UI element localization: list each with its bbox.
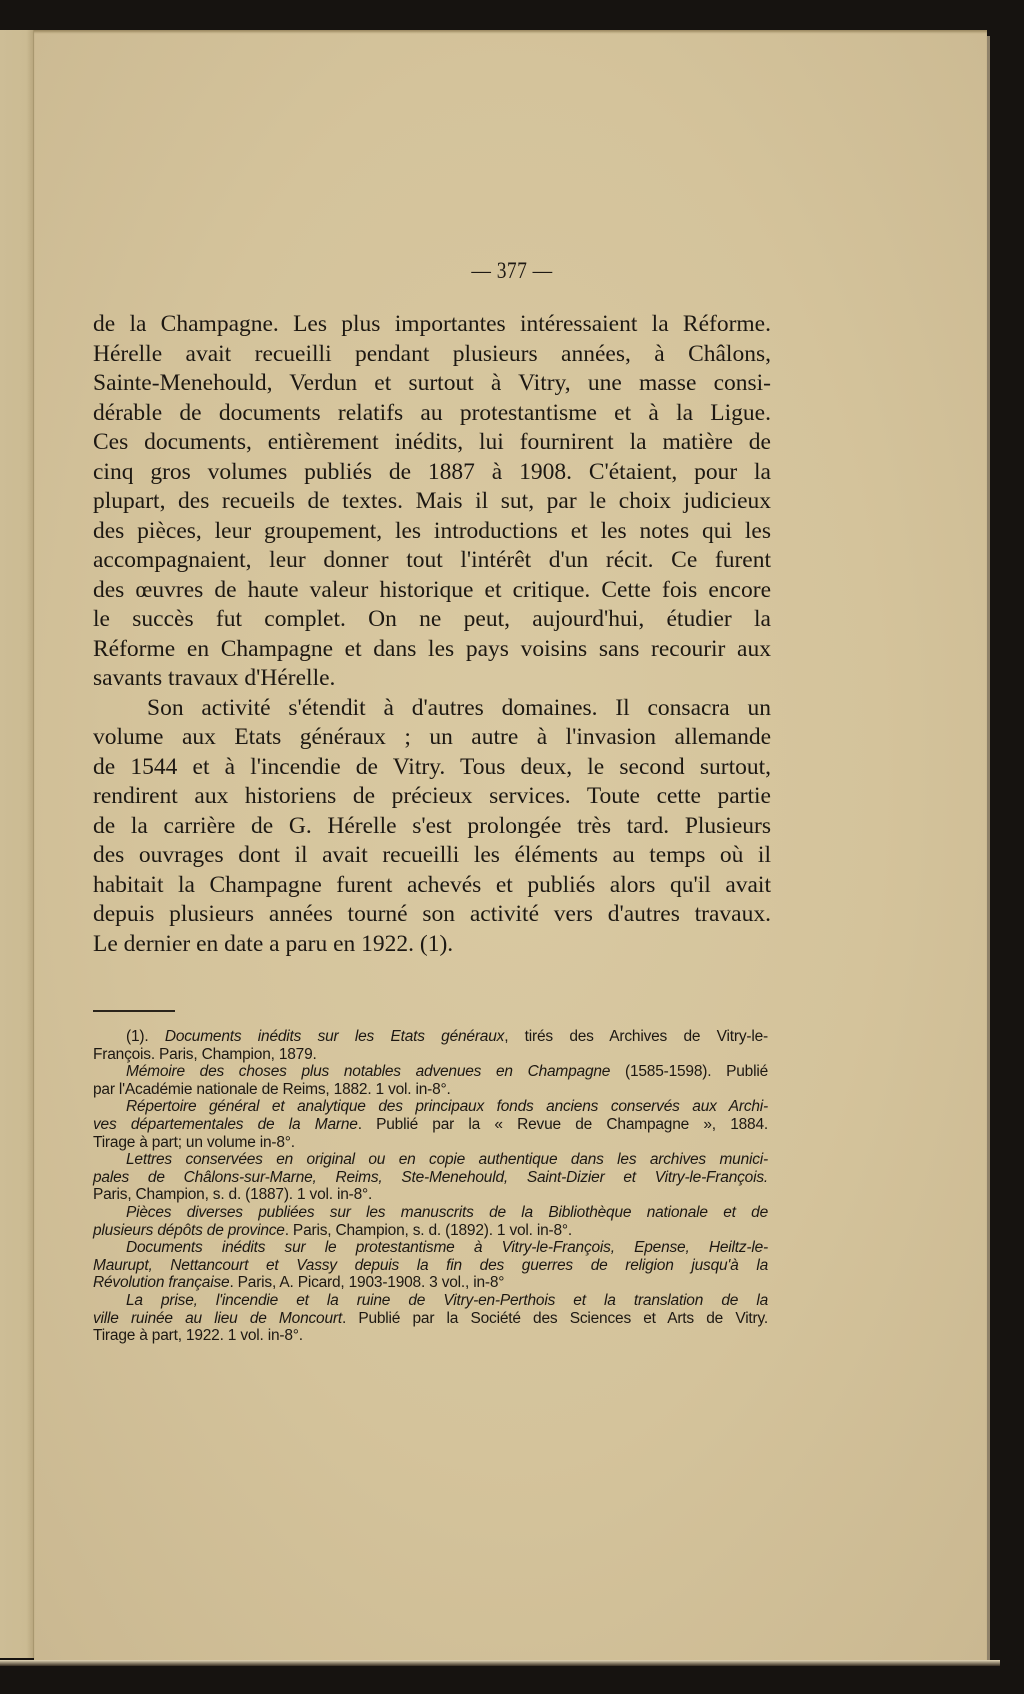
body-line: dérable de documents relatifs au protestantisme et à la Ligue. [93,399,771,426]
footnote-line [93,1327,768,1345]
footnote-line [93,1063,768,1081]
footnote-title: pales de Châlons-sur-Marne, Reims, Ste-Menehould, Saint-Dizier et Vitry-le-François. [93,1168,768,1186]
footnote-line [93,1151,768,1169]
footnote-line [93,1292,768,1310]
footnote-line [93,1028,768,1046]
footnote-line [93,1204,768,1222]
footnote-line [93,1239,768,1257]
footnote-text: (1585-1598). Publié [610,1063,768,1081]
footnote-text: . Paris, Champion, s. d. (1892). 1 vol. in-8°. [284,1221,573,1239]
body-line: Son activité s'étendit à d'autres domaines. Il consacra un [147,694,771,721]
body-line: Le dernier en date a paru en 1922. (1). [93,930,454,957]
footnotes [93,1028,768,1345]
footnote-line [93,1046,768,1064]
page-right-edge [987,36,990,1662]
footnote-title: Documents inédits sur les Etats généraux [164,1028,505,1045]
footnote-line [93,1116,768,1134]
footnote-text: . Publié par la « Revue de Champagne », 1884. [357,1115,768,1133]
body-line: cinq gros volumes publiés de 1887 à 1908. C'étaient, pour la [93,458,771,485]
footnote-title: La prise, l'incendie et la ruine de Vitry-en-Perthois et la translation de la [126,1291,768,1309]
footnote-title: Révolution française [93,1274,230,1292]
footnote-line [93,1257,768,1275]
footnote-text: François. Paris, Champion, 1879. [93,1045,317,1063]
body-line: accompagnaient, leur donner tout l'intérêt d'un récit. Ce furent [93,547,771,573]
footnote-title: ves départementales de la Marne [93,1115,358,1133]
footnote-text: . Publié par la Société des Sciences et Arts de Vitry. [341,1309,769,1327]
footnote-line [93,1274,768,1292]
footnote-title: Pièces diverses publiées sur les manuscrits de la Bibliothèque nationale et de [126,1203,768,1221]
footnote-text: Paris, Champion, s. d. (1887). 1 vol. in-8°. [93,1186,373,1204]
body-line: Hérelle avait recueilli pendant plusieurs années, à Châlons, [93,340,771,367]
body-line: des pièces, leur groupement, les introductions et les notes qui les [93,517,771,544]
footnote-line [93,1169,768,1187]
footnote-line [93,1186,768,1204]
page-bottom-edge [0,1660,1000,1666]
previous-page-edge [0,30,34,1658]
footnote-text: (1). [126,1028,165,1045]
footnote-title: Documents inédits sur le protestantisme à Vitry-le-François, Epense, Heiltz-le- [126,1239,768,1257]
body-line: Réforme en Champagne et dans les pays voisins sans recourir aux [93,635,771,662]
footnote-line [93,1222,768,1240]
footnote-title: ville ruinée au lieu de Moncourt [93,1309,342,1327]
footnote-line [93,1310,768,1328]
body-line: habitait la Champagne furent achevés et publiés alors qu'il avait [93,871,771,898]
footnote-text: Tirage à part, 1922. 1 vol. in-8°. [93,1327,303,1345]
body-line: des ouvrages dont il avait recueilli les éléments au temps où il [93,842,771,868]
page-number: — 377 — [471,258,553,283]
body-line: volume aux Etats généraux ; un autre à l'invasion allemande [93,724,771,750]
body-line: de la Champagne. Les plus importantes intéressaient la Réforme. [93,311,771,337]
body-line: Ces documents, entièrement inédits, lui fournirent la matière de [93,429,771,455]
body-line: des œuvres de haute valeur historique et critique. Cette fois encore [93,576,771,603]
body-text [93,310,771,959]
footnote-text: , tirés des Archives de Vitry-le- [504,1028,768,1045]
footnote-line [93,1098,768,1116]
body-line: le succès fut complet. On ne peut, aujourd'hui, étudier la [93,606,771,632]
footnote-title: plusieurs dépôts de province [93,1221,285,1239]
body-line: savants travaux d'Hérelle. [93,665,336,691]
body-line: de 1544 et à l'incendie de Vitry. Tous deux, le second surtout, [93,753,771,780]
footnote-title: Mémoire des choses plus notables advenues en Champagne [126,1063,611,1081]
body-line: depuis plusieurs années tourné son activité vers d'autres travaux. [93,901,771,927]
footnote-text: Tirage à part; un volume in-8°. [93,1133,295,1151]
footnote-title: Maurupt, Nettancourt et Vassy depuis la fin des guerres de religion jusqu'à la [93,1256,768,1274]
footnote-text: . Paris, A. Picard, 1903-1908. 3 vol., in-8° [229,1274,505,1292]
body-line: rendirent aux historiens de précieux services. Toute cette partie [93,783,771,809]
footnote-text: par l'Académie nationale de Reims, 1882. 1 vol. in-8°. [93,1080,451,1098]
footnote-line [93,1081,768,1099]
footnote-line [93,1134,768,1152]
footnote-separator [93,1010,175,1012]
footnote-title: Lettres conservées en original ou en copie authentique dans les archives munici- [126,1151,768,1169]
body-line: plupart, des recueils de textes. Mais il sut, par le choix judicieux [93,488,771,514]
body-line: de la carrière de G. Hérelle s'est prolongée très tard. Plusieurs [93,812,771,839]
body-line: Sainte-Menehould, Verdun et surtout à Vitry, une masse consi- [93,370,771,396]
footnote-title: Répertoire général et analytique des principaux fonds anciens conservés aux Archi- [126,1098,768,1116]
